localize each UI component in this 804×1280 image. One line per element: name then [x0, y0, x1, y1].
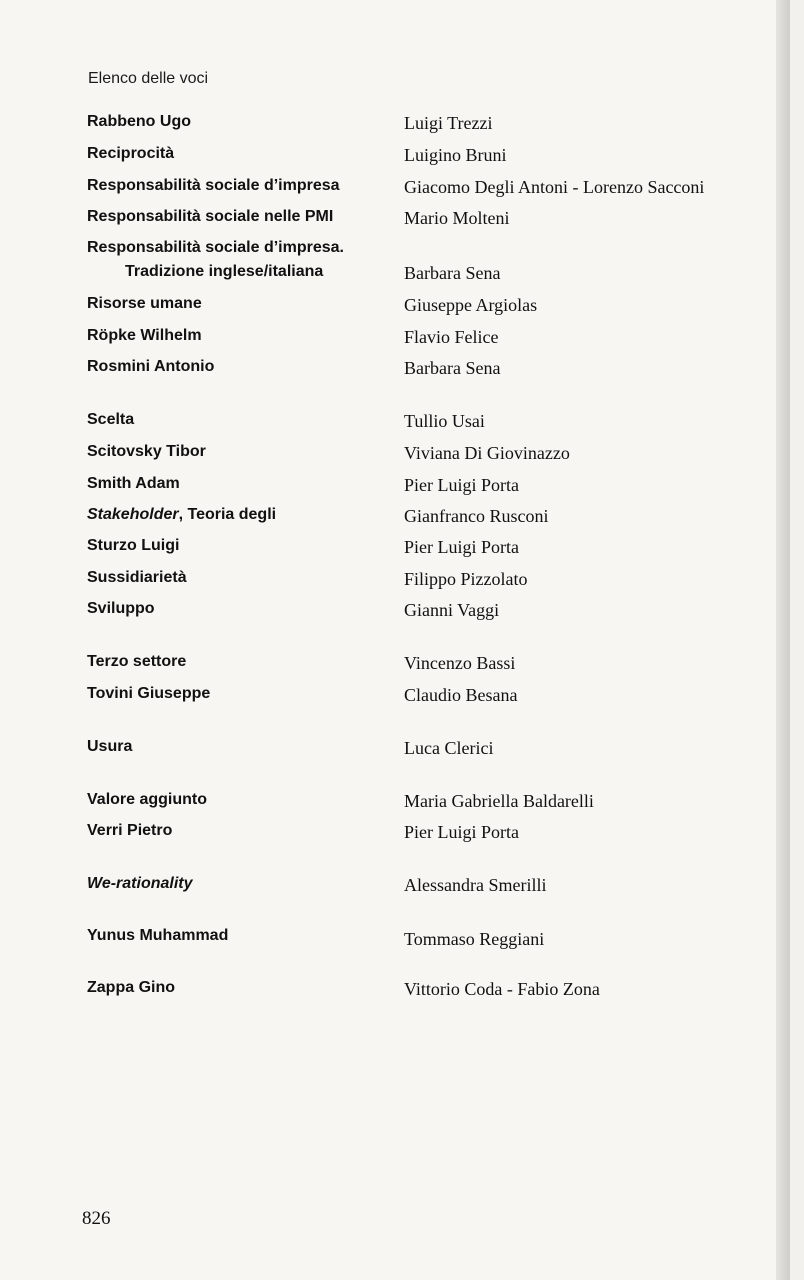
entry-term-italic: Stakeholder — [87, 506, 179, 523]
entry-term: Verri Pietro — [87, 822, 173, 839]
entry-term: Rosmini Antonio — [87, 358, 215, 375]
entry-term: Zappa Gino — [87, 979, 175, 996]
entry-term: Responsabilità sociale d’impresa. — [87, 239, 344, 256]
page-number: 826 — [82, 1208, 111, 1229]
entry-author: Tommaso Reggiani — [404, 929, 545, 949]
entry-author: Barbara Sena — [404, 263, 501, 283]
entry-author: Vincenzo Bassi — [404, 653, 516, 673]
entry-term: Valore aggiunto — [87, 791, 208, 808]
entry-term: Sviluppo — [87, 600, 155, 617]
entry-term: Risorse umane — [87, 295, 202, 312]
entry-author: Mario Molteni — [404, 208, 510, 228]
entry-author: Pier Luigi Porta — [404, 822, 519, 842]
entry-author: Flavio Felice — [404, 327, 499, 347]
entry-term-italic: We-rationality — [87, 875, 193, 892]
entry-term: Usura — [87, 738, 133, 755]
entry-author: Tullio Usai — [404, 411, 485, 431]
entry-author: Viviana Di Giovinazzo — [404, 443, 570, 463]
entry-author: Alessandra Smerilli — [404, 875, 547, 895]
entry-term-line2: Tradizione inglese/italiana — [125, 263, 324, 280]
entry-term: Sussidiarietà — [87, 569, 187, 586]
entry-author: Barbara Sena — [404, 358, 501, 378]
entry-author: Vittorio Coda - Fabio Zona — [404, 979, 600, 999]
entry-term: Yunus Muhammad — [87, 927, 229, 944]
entry-term: Tovini Giuseppe — [87, 685, 211, 702]
entry-author: Maria Gabriella Baldarelli — [404, 791, 594, 811]
entry-term: Terzo settore — [87, 653, 187, 670]
entry-author: Luigino Bruni — [404, 145, 507, 165]
entry-term-rest: , Teoria degli — [178, 506, 277, 523]
page-header: Elenco delle voci — [88, 70, 209, 87]
entry-author: Gianfranco Rusconi — [404, 506, 549, 526]
entry-term: Röpke Wilhelm — [87, 327, 202, 344]
entry-author: Filippo Pizzolato — [404, 569, 528, 589]
entry-term: Sturzo Luigi — [87, 537, 180, 554]
entry-author: Claudio Besana — [404, 685, 518, 705]
entry-term: Scelta — [87, 411, 135, 428]
entry-author: Giuseppe Argiolas — [404, 295, 538, 315]
entry-term: Scitovsky Tibor — [87, 443, 206, 460]
entry-author: Gianni Vaggi — [404, 600, 500, 620]
entry-term: Responsabilità sociale d’impresa — [87, 177, 340, 194]
entry-author: Luca Clerici — [404, 738, 494, 758]
entry-term: Reciprocità — [87, 145, 175, 162]
entry-author: Giacomo Degli Antoni - Lorenzo Sacconi — [404, 177, 705, 197]
entry-term — [87, 874, 193, 894]
entry-term: Rabbeno Ugo — [87, 113, 191, 130]
entry-author: Pier Luigi Porta — [404, 475, 519, 495]
page-edge — [776, 0, 790, 1280]
entry-author: Luigi Trezzi — [404, 113, 493, 133]
entry-author: Pier Luigi Porta — [404, 537, 519, 557]
entry-term: Smith Adam — [87, 475, 180, 492]
entry-term: Responsabilità sociale nelle PMI — [87, 208, 334, 225]
entry-term — [87, 505, 276, 525]
